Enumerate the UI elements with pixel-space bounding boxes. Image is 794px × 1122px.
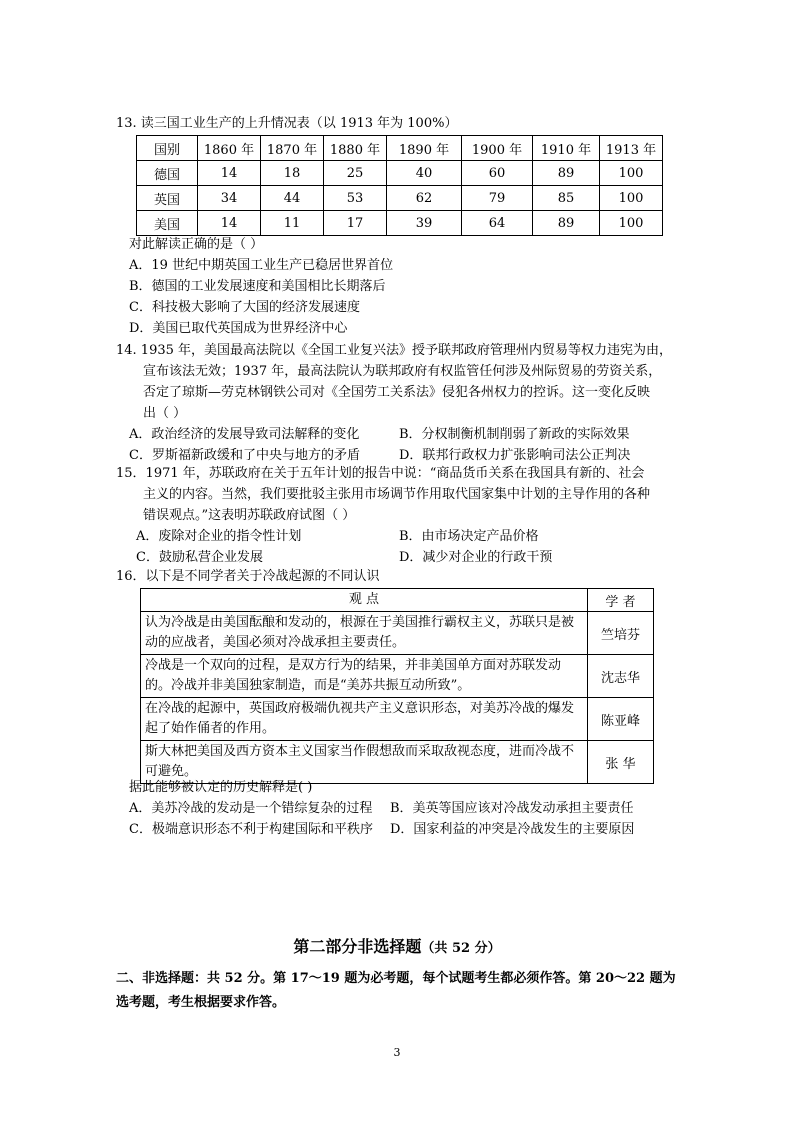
table-cell: 79 bbox=[462, 186, 533, 211]
table-cell: 18 bbox=[261, 161, 324, 186]
table-cell: 100 bbox=[600, 161, 663, 186]
q14-options-row bbox=[116, 424, 676, 445]
part2-title-text: 第二部分非选择题 bbox=[293, 937, 422, 956]
table-header-cell: 1870 年 bbox=[261, 136, 324, 161]
table-cell: 英国 bbox=[137, 186, 198, 211]
scholar-cell: 沈志华 bbox=[588, 655, 654, 698]
table-header-cell: 1880 年 bbox=[324, 136, 387, 161]
table-cell: 40 bbox=[387, 161, 462, 186]
table-cell: 89 bbox=[533, 161, 600, 186]
q13-option-b[interactable]: B．德国的工业发展速度和美国相比长期落后 bbox=[129, 279, 386, 294]
table-row bbox=[141, 655, 654, 698]
view-cell: 冷战是一个双向的过程，是双方行为的结果，并非美国单方面对苏联发动的。冷战并非美国独家制造，而是“美苏共振互动所致”。 bbox=[141, 655, 588, 698]
table-cell: 14 bbox=[198, 161, 261, 186]
q13-production-table bbox=[136, 135, 663, 236]
table-header-cell: 1860 年 bbox=[198, 136, 261, 161]
table-row bbox=[141, 612, 654, 655]
q14-stem-line: 否定了琼斯—劳克林钢铁公司对《全国劳工关系法》侵犯各州权力的控诉。这一变化反映 bbox=[143, 385, 651, 400]
scholar-cell: 陈亚峰 bbox=[588, 698, 654, 741]
part2-title bbox=[0, 934, 794, 957]
q13-option-a[interactable]: A．19 世纪中期英国工业生产已稳居世界首位 bbox=[129, 258, 394, 273]
view-cell: 认为冷战是由美国酝酿和发动的，根源在于美国推行霸权主义，苏联只是被动的应战者，美国必须对冷战承担主要责任。 bbox=[141, 612, 588, 655]
table-cell: 44 bbox=[261, 186, 324, 211]
q15-block bbox=[116, 463, 676, 568]
q15-stem-line: 15．1971 年，苏联政府在关于五年计划的报告中说：“商品货币关系在我国具有新的、社会 bbox=[116, 466, 645, 481]
q15-stem-line: 主义的内容。当然，我们要批驳主张用市场调节作用取代国家集中计划的主导作用的各种 bbox=[143, 487, 651, 502]
table-cell: 美国 bbox=[137, 211, 198, 236]
q16-options-row bbox=[116, 798, 676, 819]
q13-answer-block bbox=[116, 234, 676, 339]
table-cell: 100 bbox=[600, 211, 663, 236]
q15-options-row bbox=[116, 547, 676, 568]
view-cell: 斯大林把美国及西方资本主义国家当作假想敌而采取敌视态度，进而冷战不可避免。 bbox=[141, 741, 588, 784]
q16-options-row bbox=[116, 819, 676, 840]
q15-stem-line: 错误观点。”这表明苏联政府试图（ ） bbox=[143, 508, 356, 523]
q16-views-table bbox=[140, 588, 654, 784]
q16-option-b[interactable]: B．美英等国应该对冷战发动承担主要责任 bbox=[390, 801, 634, 816]
q13-option-d[interactable]: D．美国已取代英国成为世界经济中心 bbox=[129, 321, 348, 336]
q16-option-c[interactable]: C．极端意识形态不利于构建国际和平秩序 bbox=[129, 822, 373, 837]
table-cell: 14 bbox=[198, 211, 261, 236]
page-number: 3 bbox=[393, 1046, 401, 1059]
table-cell: 17 bbox=[324, 211, 387, 236]
scholar-cell: 张 华 bbox=[588, 741, 654, 784]
q16-stem: 16．以下是不同学者关于冷战起源的不同认识 bbox=[116, 569, 380, 584]
views-header: 观 点 bbox=[141, 589, 588, 612]
q13-stem: 13. 读三国工业生产的上升情况表（以 1913 年为 100%） bbox=[116, 116, 458, 131]
table-row bbox=[137, 211, 663, 236]
table-header-row bbox=[137, 136, 663, 161]
table-cell: 25 bbox=[324, 161, 387, 186]
table-cell: 64 bbox=[462, 211, 533, 236]
table-cell: 德国 bbox=[137, 161, 198, 186]
table-cell: 34 bbox=[198, 186, 261, 211]
q14-option-b[interactable]: B．分权制衡机制削弱了新政的实际效果 bbox=[399, 427, 630, 442]
q14-option-c[interactable]: C．罗斯福新政缓和了中央与地方的矛盾 bbox=[129, 448, 360, 463]
q14-stem-line: 出（ ） bbox=[143, 406, 187, 421]
part2-score: （共 52 分） bbox=[421, 941, 501, 956]
q13-option-c[interactable]: C．科技极大影响了大国的经济发展速度 bbox=[129, 300, 360, 315]
q14-stem-line: 宣布该法无效；1937 年，最高法院认为联邦政府有权监管任何涉及州际贸易的劳资关系， bbox=[143, 364, 662, 379]
scholar-header: 学 者 bbox=[588, 589, 654, 612]
q16-option-a[interactable]: A．美苏冷战的发动是一个错综复杂的过程 bbox=[129, 801, 373, 816]
table-header-cell: 1890 年 bbox=[387, 136, 462, 161]
q15-option-b[interactable]: B．由市场决定产品价格 bbox=[399, 529, 539, 544]
table-cell: 89 bbox=[533, 211, 600, 236]
table-header-cell: 国别 bbox=[137, 136, 198, 161]
q14-option-d[interactable]: D．联邦行政权力扩张影响司法公正判决 bbox=[399, 448, 631, 463]
q14-option-a[interactable]: A．政治经济的发展导致司法解释的变化 bbox=[129, 427, 360, 442]
q16-answer-block bbox=[116, 777, 676, 840]
table-header-cell: 1910 年 bbox=[533, 136, 600, 161]
q14-block bbox=[116, 340, 676, 466]
scholar-cell: 竺培芬 bbox=[588, 612, 654, 655]
view-cell: 在冷战的起源中，英国政府极端仇视共产主义意识形态，对美苏冷战的爆发起了始作俑者的作用。 bbox=[141, 698, 588, 741]
table-cell: 62 bbox=[387, 186, 462, 211]
table-header-row bbox=[141, 589, 654, 612]
table-row bbox=[137, 161, 663, 186]
q15-option-d[interactable]: D．减少对企业的行政干预 bbox=[399, 550, 553, 565]
table-cell: 53 bbox=[324, 186, 387, 211]
q14-stem-line: 14. 1935 年，美国最高法院以《全国工业复兴法》授予联邦政府管理州内贸易等权力违宪为由， bbox=[116, 343, 673, 358]
q16-prompt: 据此能够被认定的历史解释是( ) bbox=[129, 780, 313, 795]
table-cell: 39 bbox=[387, 211, 462, 236]
q16-option-d[interactable]: D．国家利益的冲突是冷战发生的主要原因 bbox=[390, 822, 635, 837]
table-header-cell: 1913 年 bbox=[600, 136, 663, 161]
q15-option-c[interactable]: C．鼓励私营企业发展 bbox=[136, 550, 263, 565]
table-cell: 11 bbox=[261, 211, 324, 236]
table-header-cell: 1900 年 bbox=[462, 136, 533, 161]
q15-options-row bbox=[116, 526, 676, 547]
q15-option-a[interactable]: A．废除对企业的指令性计划 bbox=[136, 529, 302, 544]
q13-prompt: 对此解读正确的是（ ） bbox=[129, 237, 264, 252]
part2-instructions: 二、非选择题：共 52 分。第 17～19 题为必考题，每个试题考生都必须作答。第 20～22 题为选考题，考生根据要求作答。 bbox=[116, 971, 676, 1010]
table-cell: 85 bbox=[533, 186, 600, 211]
table-row bbox=[137, 186, 663, 211]
table-cell: 100 bbox=[600, 186, 663, 211]
table-cell: 60 bbox=[462, 161, 533, 186]
table-row bbox=[141, 698, 654, 741]
